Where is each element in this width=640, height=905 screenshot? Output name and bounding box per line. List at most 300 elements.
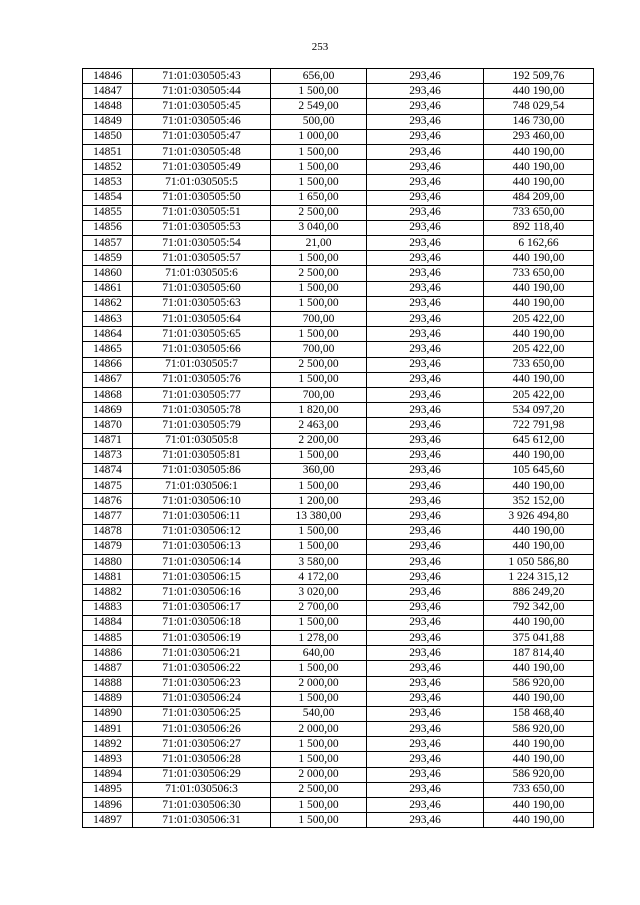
row-number-cell: 14857	[83, 236, 133, 251]
unit-value-cell: 293,46	[367, 479, 484, 494]
row-number-cell: 14867	[83, 372, 133, 387]
area-cell: 1 820,00	[271, 403, 367, 418]
row-number-cell: 14882	[83, 585, 133, 600]
unit-value-cell: 293,46	[367, 403, 484, 418]
cadastral-value-cell: 146 730,00	[484, 114, 594, 129]
table-row	[83, 433, 594, 448]
cadastral-number-cell: 71:01:030505:51	[133, 205, 271, 220]
cadastral-number-cell: 71:01:030506:22	[133, 661, 271, 676]
row-number-cell: 14856	[83, 220, 133, 235]
area-cell: 1 500,00	[271, 84, 367, 99]
unit-value-cell: 293,46	[367, 236, 484, 251]
area-cell: 2 500,00	[271, 205, 367, 220]
table-row	[83, 615, 594, 630]
cadastral-number-cell: 71:01:030506:1	[133, 479, 271, 494]
unit-value-cell: 293,46	[367, 782, 484, 797]
cadastral-number-cell: 71:01:030506:30	[133, 798, 271, 813]
cadastral-number-cell: 71:01:030506:11	[133, 509, 271, 524]
cadastral-number-cell: 71:01:030506:27	[133, 737, 271, 752]
cadastral-value-cell: 733 650,00	[484, 266, 594, 281]
row-number-cell: 14876	[83, 494, 133, 509]
unit-value-cell: 293,46	[367, 205, 484, 220]
row-number-cell: 14859	[83, 251, 133, 266]
table-row	[83, 312, 594, 327]
cadastral-value-cell: 534 097,20	[484, 403, 594, 418]
cadastral-value-cell: 440 190,00	[484, 296, 594, 311]
cadastral-number-cell: 71:01:030506:17	[133, 600, 271, 615]
cadastral-value-cell: 192 509,76	[484, 69, 594, 84]
area-cell: 1 500,00	[271, 615, 367, 630]
cadastral-value-cell: 645 612,00	[484, 433, 594, 448]
area-cell: 656,00	[271, 69, 367, 84]
cadastral-value-cell: 440 190,00	[484, 661, 594, 676]
row-number-cell: 14846	[83, 69, 133, 84]
cadastral-number-cell: 71:01:030505:78	[133, 403, 271, 418]
row-number-cell: 14892	[83, 737, 133, 752]
table-row	[83, 722, 594, 737]
area-cell: 1 500,00	[271, 448, 367, 463]
cadastral-value-cell: 792 342,00	[484, 600, 594, 615]
cadastral-value-cell: 586 920,00	[484, 767, 594, 782]
unit-value-cell: 293,46	[367, 691, 484, 706]
unit-value-cell: 293,46	[367, 266, 484, 281]
unit-value-cell: 293,46	[367, 175, 484, 190]
row-number-cell: 14897	[83, 813, 133, 828]
row-number-cell: 14880	[83, 555, 133, 570]
row-number-cell: 14888	[83, 676, 133, 691]
table-row	[83, 570, 594, 585]
cadastral-number-cell: 71:01:030505:81	[133, 448, 271, 463]
row-number-cell: 14870	[83, 418, 133, 433]
cadastral-value-cell: 440 190,00	[484, 175, 594, 190]
row-number-cell: 14860	[83, 266, 133, 281]
area-cell: 2 500,00	[271, 266, 367, 281]
area-cell: 1 500,00	[271, 281, 367, 296]
cadastral-value-cell: 440 190,00	[484, 524, 594, 539]
unit-value-cell: 293,46	[367, 722, 484, 737]
row-number-cell: 14873	[83, 448, 133, 463]
unit-value-cell: 293,46	[367, 448, 484, 463]
cadastral-value-cell: 440 190,00	[484, 539, 594, 554]
row-number-cell: 14886	[83, 646, 133, 661]
cadastral-value-cell: 205 422,00	[484, 387, 594, 402]
area-cell: 2 500,00	[271, 357, 367, 372]
cadastral-value-cell: 205 422,00	[484, 312, 594, 327]
cadastral-number-cell: 71:01:030505:66	[133, 342, 271, 357]
unit-value-cell: 293,46	[367, 813, 484, 828]
row-number-cell: 14885	[83, 630, 133, 645]
area-cell: 3 040,00	[271, 220, 367, 235]
area-cell: 1 000,00	[271, 129, 367, 144]
row-number-cell: 14855	[83, 205, 133, 220]
table-row	[83, 448, 594, 463]
cadastral-number-cell: 71:01:030505:54	[133, 236, 271, 251]
cadastral-value-cell: 205 422,00	[484, 342, 594, 357]
row-number-cell: 14865	[83, 342, 133, 357]
unit-value-cell: 293,46	[367, 600, 484, 615]
row-number-cell: 14893	[83, 752, 133, 767]
area-cell: 2 000,00	[271, 767, 367, 782]
unit-value-cell: 293,46	[367, 706, 484, 721]
cadastral-number-cell: 71:01:030505:7	[133, 357, 271, 372]
row-number-cell: 14851	[83, 144, 133, 159]
area-cell: 1 500,00	[271, 160, 367, 175]
area-cell: 500,00	[271, 114, 367, 129]
cadastral-value-cell: 733 650,00	[484, 357, 594, 372]
area-cell: 1 500,00	[271, 372, 367, 387]
cadastral-number-cell: 71:01:030506:3	[133, 782, 271, 797]
unit-value-cell: 293,46	[367, 190, 484, 205]
cadastral-value-table	[82, 68, 594, 828]
cadastral-value-cell: 158 468,40	[484, 706, 594, 721]
area-cell: 2 463,00	[271, 418, 367, 433]
unit-value-cell: 293,46	[367, 84, 484, 99]
cadastral-value-cell: 440 190,00	[484, 448, 594, 463]
cadastral-value-cell: 586 920,00	[484, 676, 594, 691]
cadastral-number-cell: 71:01:030506:15	[133, 570, 271, 585]
cadastral-number-cell: 71:01:030506:18	[133, 615, 271, 630]
cadastral-number-cell: 71:01:030505:53	[133, 220, 271, 235]
cadastral-value-cell: 440 190,00	[484, 84, 594, 99]
table-row	[83, 160, 594, 175]
table-row	[83, 600, 594, 615]
cadastral-number-cell: 71:01:030505:79	[133, 418, 271, 433]
cadastral-value-cell: 1 224 315,12	[484, 570, 594, 585]
cadastral-number-cell: 71:01:030505:49	[133, 160, 271, 175]
area-cell: 1 500,00	[271, 798, 367, 813]
cadastral-value-cell: 187 814,40	[484, 646, 594, 661]
area-cell: 3 020,00	[271, 585, 367, 600]
cadastral-value-cell: 886 249,20	[484, 585, 594, 600]
table-row	[83, 782, 594, 797]
table-row	[83, 84, 594, 99]
cadastral-value-cell: 440 190,00	[484, 615, 594, 630]
unit-value-cell: 293,46	[367, 509, 484, 524]
table-row	[83, 463, 594, 478]
cadastral-number-cell: 71:01:030505:63	[133, 296, 271, 311]
cadastral-value-cell: 440 190,00	[484, 160, 594, 175]
cadastral-number-cell: 71:01:030505:77	[133, 387, 271, 402]
unit-value-cell: 293,46	[367, 220, 484, 235]
cadastral-value-cell: 105 645,60	[484, 463, 594, 478]
table-row	[83, 585, 594, 600]
unit-value-cell: 293,46	[367, 418, 484, 433]
cadastral-value-cell: 892 118,40	[484, 220, 594, 235]
area-cell: 1 500,00	[271, 479, 367, 494]
table-row	[83, 752, 594, 767]
table-row	[83, 251, 594, 266]
table-row	[83, 357, 594, 372]
unit-value-cell: 293,46	[367, 69, 484, 84]
unit-value-cell: 293,46	[367, 737, 484, 752]
row-number-cell: 14891	[83, 722, 133, 737]
area-cell: 1 650,00	[271, 190, 367, 205]
row-number-cell: 14862	[83, 296, 133, 311]
unit-value-cell: 293,46	[367, 615, 484, 630]
row-number-cell: 14868	[83, 387, 133, 402]
cadastral-number-cell: 71:01:030506:28	[133, 752, 271, 767]
unit-value-cell: 293,46	[367, 767, 484, 782]
cadastral-number-cell: 71:01:030506:29	[133, 767, 271, 782]
row-number-cell: 14887	[83, 661, 133, 676]
unit-value-cell: 293,46	[367, 251, 484, 266]
table-row	[83, 266, 594, 281]
area-cell: 2 200,00	[271, 433, 367, 448]
table-row	[83, 175, 594, 190]
unit-value-cell: 293,46	[367, 129, 484, 144]
cadastral-number-cell: 71:01:030505:44	[133, 84, 271, 99]
row-number-cell: 14894	[83, 767, 133, 782]
table-row	[83, 813, 594, 828]
row-number-cell: 14881	[83, 570, 133, 585]
unit-value-cell: 293,46	[367, 555, 484, 570]
row-number-cell: 14853	[83, 175, 133, 190]
unit-value-cell: 293,46	[367, 144, 484, 159]
area-cell: 700,00	[271, 342, 367, 357]
row-number-cell: 14879	[83, 539, 133, 554]
cadastral-number-cell: 71:01:030505:8	[133, 433, 271, 448]
area-cell: 3 580,00	[271, 555, 367, 570]
table-row	[83, 342, 594, 357]
cadastral-number-cell: 71:01:030506:25	[133, 706, 271, 721]
table-row	[83, 630, 594, 645]
unit-value-cell: 293,46	[367, 114, 484, 129]
area-cell: 2 700,00	[271, 600, 367, 615]
unit-value-cell: 293,46	[367, 752, 484, 767]
cadastral-number-cell: 71:01:030506:13	[133, 539, 271, 554]
cadastral-number-cell: 71:01:030505:6	[133, 266, 271, 281]
unit-value-cell: 293,46	[367, 676, 484, 691]
row-number-cell: 14852	[83, 160, 133, 175]
area-cell: 1 500,00	[271, 539, 367, 554]
area-cell: 1 500,00	[271, 144, 367, 159]
cadastral-number-cell: 71:01:030506:14	[133, 555, 271, 570]
table-row	[83, 661, 594, 676]
table-row	[83, 220, 594, 235]
cadastral-value-cell: 484 209,00	[484, 190, 594, 205]
area-cell: 2 000,00	[271, 676, 367, 691]
table-row	[83, 296, 594, 311]
cadastral-value-cell: 440 190,00	[484, 144, 594, 159]
table-row	[83, 418, 594, 433]
cadastral-number-cell: 71:01:030505:64	[133, 312, 271, 327]
cadastral-number-cell: 71:01:030505:86	[133, 463, 271, 478]
cadastral-value-cell: 375 041,88	[484, 630, 594, 645]
page-number: 253	[311, 41, 329, 53]
table-row	[83, 706, 594, 721]
area-cell: 1 500,00	[271, 251, 367, 266]
cadastral-number-cell: 71:01:030505:45	[133, 99, 271, 114]
table-row	[83, 479, 594, 494]
unit-value-cell: 293,46	[367, 387, 484, 402]
row-number-cell: 14847	[83, 84, 133, 99]
cadastral-value-cell: 722 791,98	[484, 418, 594, 433]
cadastral-value-cell: 352 152,00	[484, 494, 594, 509]
table-row	[83, 539, 594, 554]
row-number-cell: 14871	[83, 433, 133, 448]
area-cell: 2 500,00	[271, 782, 367, 797]
cadastral-value-cell: 748 029,54	[484, 99, 594, 114]
row-number-cell: 14889	[83, 691, 133, 706]
table-row	[83, 236, 594, 251]
area-cell: 1 500,00	[271, 175, 367, 190]
area-cell: 1 500,00	[271, 661, 367, 676]
cadastral-value-cell: 733 650,00	[484, 205, 594, 220]
unit-value-cell: 293,46	[367, 494, 484, 509]
area-cell: 700,00	[271, 387, 367, 402]
cadastral-number-cell: 71:01:030506:21	[133, 646, 271, 661]
area-cell: 1 500,00	[271, 691, 367, 706]
unit-value-cell: 293,46	[367, 296, 484, 311]
unit-value-cell: 293,46	[367, 160, 484, 175]
row-number-cell: 14878	[83, 524, 133, 539]
unit-value-cell: 293,46	[367, 646, 484, 661]
table-row	[83, 509, 594, 524]
cadastral-value-cell: 440 190,00	[484, 372, 594, 387]
table-row	[83, 387, 594, 402]
area-cell: 2 549,00	[271, 99, 367, 114]
cadastral-value-cell: 440 190,00	[484, 813, 594, 828]
cadastral-number-cell: 71:01:030505:46	[133, 114, 271, 129]
row-number-cell: 14861	[83, 281, 133, 296]
unit-value-cell: 293,46	[367, 357, 484, 372]
row-number-cell: 14890	[83, 706, 133, 721]
table-row	[83, 676, 594, 691]
table-row	[83, 691, 594, 706]
row-number-cell: 14849	[83, 114, 133, 129]
unit-value-cell: 293,46	[367, 281, 484, 296]
cadastral-number-cell: 71:01:030505:47	[133, 129, 271, 144]
table-row	[83, 190, 594, 205]
row-number-cell: 14850	[83, 129, 133, 144]
table-row	[83, 524, 594, 539]
table-row	[83, 403, 594, 418]
cadastral-number-cell: 71:01:030505:60	[133, 281, 271, 296]
cadastral-value-cell: 440 190,00	[484, 737, 594, 752]
table-row	[83, 646, 594, 661]
table-row	[83, 144, 594, 159]
cadastral-number-cell: 71:01:030506:19	[133, 630, 271, 645]
row-number-cell: 14895	[83, 782, 133, 797]
cadastral-number-cell: 71:01:030505:50	[133, 190, 271, 205]
cadastral-number-cell: 71:01:030505:76	[133, 372, 271, 387]
unit-value-cell: 293,46	[367, 433, 484, 448]
row-number-cell: 14884	[83, 615, 133, 630]
area-cell: 13 380,00	[271, 509, 367, 524]
cadastral-value-cell: 733 650,00	[484, 782, 594, 797]
area-cell: 1 200,00	[271, 494, 367, 509]
cadastral-number-cell: 71:01:030506:23	[133, 676, 271, 691]
table-row	[83, 798, 594, 813]
cadastral-number-cell: 71:01:030506:16	[133, 585, 271, 600]
cadastral-value-cell: 6 162,66	[484, 236, 594, 251]
area-cell: 1 500,00	[271, 737, 367, 752]
area-cell: 640,00	[271, 646, 367, 661]
row-number-cell: 14874	[83, 463, 133, 478]
row-number-cell: 14863	[83, 312, 133, 327]
cadastral-value-cell: 440 190,00	[484, 327, 594, 342]
cadastral-value-cell: 440 190,00	[484, 479, 594, 494]
cadastral-number-cell: 71:01:030505:65	[133, 327, 271, 342]
table-row	[83, 327, 594, 342]
row-number-cell: 14848	[83, 99, 133, 114]
unit-value-cell: 293,46	[367, 798, 484, 813]
area-cell: 1 500,00	[271, 524, 367, 539]
table-row	[83, 129, 594, 144]
row-number-cell: 14896	[83, 798, 133, 813]
table-row	[83, 205, 594, 220]
cadastral-value-cell: 293 460,00	[484, 129, 594, 144]
area-cell: 700,00	[271, 312, 367, 327]
area-cell: 4 172,00	[271, 570, 367, 585]
cadastral-number-cell: 71:01:030506:24	[133, 691, 271, 706]
row-number-cell: 14854	[83, 190, 133, 205]
cadastral-value-cell: 1 050 586,80	[484, 555, 594, 570]
cadastral-value-cell: 440 190,00	[484, 691, 594, 706]
cadastral-value-cell: 440 190,00	[484, 752, 594, 767]
row-number-cell: 14877	[83, 509, 133, 524]
cadastral-number-cell: 71:01:030506:12	[133, 524, 271, 539]
area-cell: 1 500,00	[271, 752, 367, 767]
unit-value-cell: 293,46	[367, 372, 484, 387]
row-number-cell: 14875	[83, 479, 133, 494]
area-cell: 2 000,00	[271, 722, 367, 737]
table-row	[83, 69, 594, 84]
unit-value-cell: 293,46	[367, 99, 484, 114]
unit-value-cell: 293,46	[367, 342, 484, 357]
row-number-cell: 14866	[83, 357, 133, 372]
cadastral-number-cell: 71:01:030506:10	[133, 494, 271, 509]
cadastral-value-cell: 440 190,00	[484, 798, 594, 813]
cadastral-number-cell: 71:01:030505:5	[133, 175, 271, 190]
area-cell: 21,00	[271, 236, 367, 251]
unit-value-cell: 293,46	[367, 661, 484, 676]
unit-value-cell: 293,46	[367, 524, 484, 539]
table-row	[83, 494, 594, 509]
row-number-cell: 14883	[83, 600, 133, 615]
table-row	[83, 99, 594, 114]
unit-value-cell: 293,46	[367, 570, 484, 585]
row-number-cell: 14864	[83, 327, 133, 342]
cadastral-value-cell: 440 190,00	[484, 251, 594, 266]
unit-value-cell: 293,46	[367, 585, 484, 600]
cadastral-number-cell: 71:01:030506:26	[133, 722, 271, 737]
table-row	[83, 372, 594, 387]
area-cell: 1 500,00	[271, 327, 367, 342]
area-cell: 540,00	[271, 706, 367, 721]
area-cell: 360,00	[271, 463, 367, 478]
table-row	[83, 737, 594, 752]
cadastral-number-cell: 71:01:030505:48	[133, 144, 271, 159]
cadastral-value-cell: 586 920,00	[484, 722, 594, 737]
cadastral-value-cell: 3 926 494,80	[484, 509, 594, 524]
unit-value-cell: 293,46	[367, 539, 484, 554]
cadastral-number-cell: 71:01:030505:43	[133, 69, 271, 84]
row-number-cell: 14869	[83, 403, 133, 418]
cadastral-number-cell: 71:01:030505:57	[133, 251, 271, 266]
cadastral-number-cell: 71:01:030506:31	[133, 813, 271, 828]
area-cell: 1 500,00	[271, 813, 367, 828]
area-cell: 1 278,00	[271, 630, 367, 645]
table-row	[83, 281, 594, 296]
unit-value-cell: 293,46	[367, 463, 484, 478]
table-row	[83, 114, 594, 129]
table-row	[83, 555, 594, 570]
table-body	[83, 69, 594, 828]
table-row	[83, 767, 594, 782]
cadastral-value-cell: 440 190,00	[484, 281, 594, 296]
unit-value-cell: 293,46	[367, 312, 484, 327]
